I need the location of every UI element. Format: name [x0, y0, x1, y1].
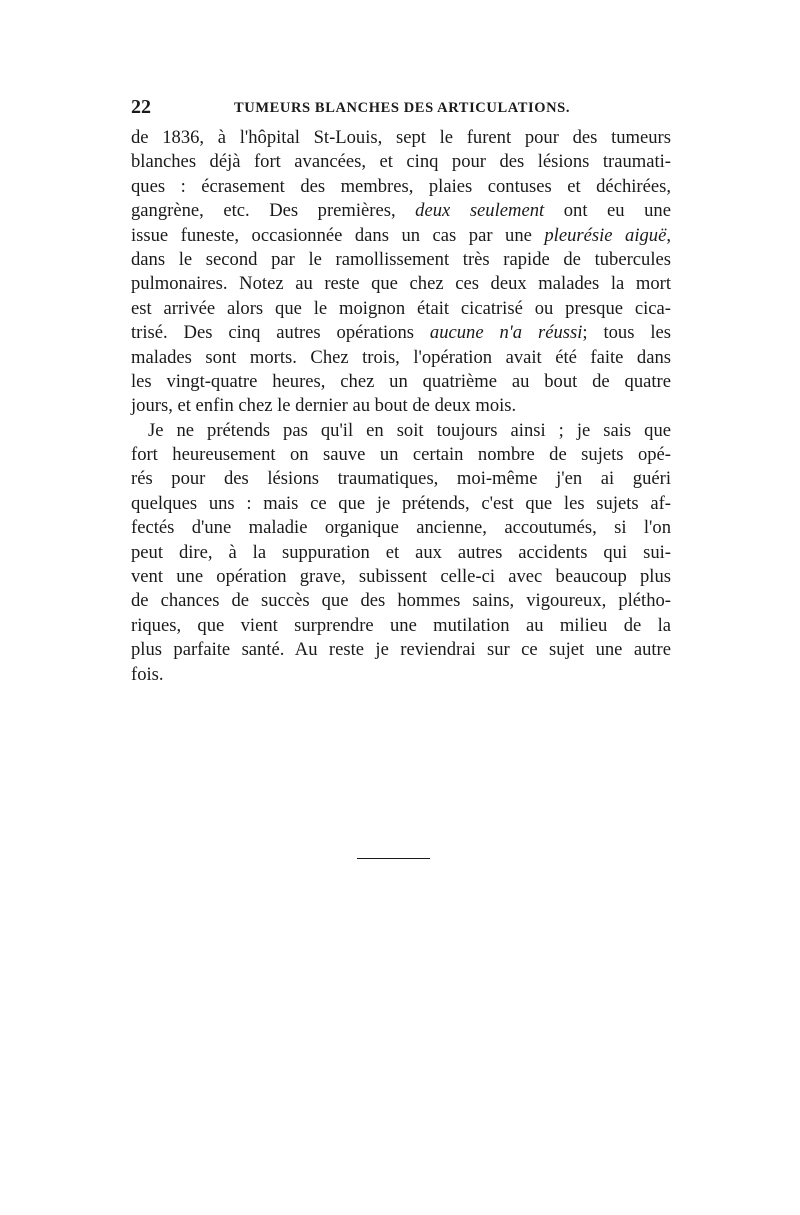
text-line: fectés d'une maladie organique ancienne, accoutumés, si l'on [131, 517, 671, 539]
text-line: malades sont morts. Chez trois, l'opération avait été faite dans [131, 346, 671, 368]
paragraph [131, 419, 671, 687]
text-line: plus parfaite santé. Au reste je reviendrai sur ce sujet une autre [131, 639, 671, 661]
text-line [131, 199, 671, 223]
text-line [131, 224, 671, 248]
running-title: TUMEURS BLANCHES DES ARTICULATIONS. [234, 100, 571, 116]
text-line: pulmonaires. Notez au reste que chez ces deux malades la mort [131, 273, 671, 295]
text-line: vent une opération grave, subissent celle-ci avec beaucoup plus [131, 566, 671, 588]
text-line [131, 321, 671, 345]
text-line: ques : écrasement des membres, plaies contuses et déchirées, [131, 175, 671, 197]
paragraph [131, 126, 671, 419]
text-segment: issue funeste, occasionnée dans un cas par une [131, 224, 545, 246]
text-line: de chances de succès que des hommes sains, vigoureux, plétho- [131, 590, 671, 612]
text-line: jours, et enfin chez le dernier au bout de deux mois. [131, 395, 517, 417]
page-number: 22 [131, 96, 151, 118]
text-line: les vingt-quatre heures, chez un quatrième au bout de quatre [131, 370, 671, 392]
text-line: riques, que vient surprendre une mutilation au milieu de la [131, 614, 671, 636]
text-segment: trisé. Des cinq autres opérations [131, 322, 430, 344]
text-line: fort heureusement on sauve un certain nombre de sujets opé- [131, 444, 671, 466]
text-segment: gangrène, etc. Des premières, [131, 200, 416, 222]
text-line: de 1836, à l'hôpital St-Louis, sept le furent pour des tumeurs [131, 127, 671, 148]
text-line: est arrivée alors que le moignon était cicatrisé ou presque cica- [131, 297, 671, 319]
text-line: rés pour des lésions traumatiques, moi-même j'en ai guéri [131, 468, 671, 490]
section-rule [357, 858, 430, 859]
text-line: quelques uns : mais ce que je prétends, c'est que les sujets af- [131, 492, 671, 514]
text-line: dans le second par le ramollissement très rapide de tubercules [131, 248, 671, 270]
text-segment: , [666, 224, 671, 246]
text-segment: ; tous les [582, 322, 671, 344]
text-segment: ont eu une [544, 200, 671, 222]
text-line: peut dire, à la suppuration et aux autres accidents qui sui- [131, 541, 671, 563]
body-text [131, 126, 671, 687]
italic-emphasis: aucune n'a réussi [429, 322, 583, 344]
page-header [131, 96, 671, 120]
text-line: blanches déjà fort avancées, et cinq pour des lésions traumati- [131, 151, 671, 173]
text-line: fois. [131, 663, 164, 685]
text-line: Je ne prétends pas qu'il en soit toujours ainsi ; je sais que [148, 419, 671, 441]
italic-emphasis: deux seulement [415, 200, 545, 222]
italic-emphasis: pleurésie aiguë [544, 224, 667, 246]
